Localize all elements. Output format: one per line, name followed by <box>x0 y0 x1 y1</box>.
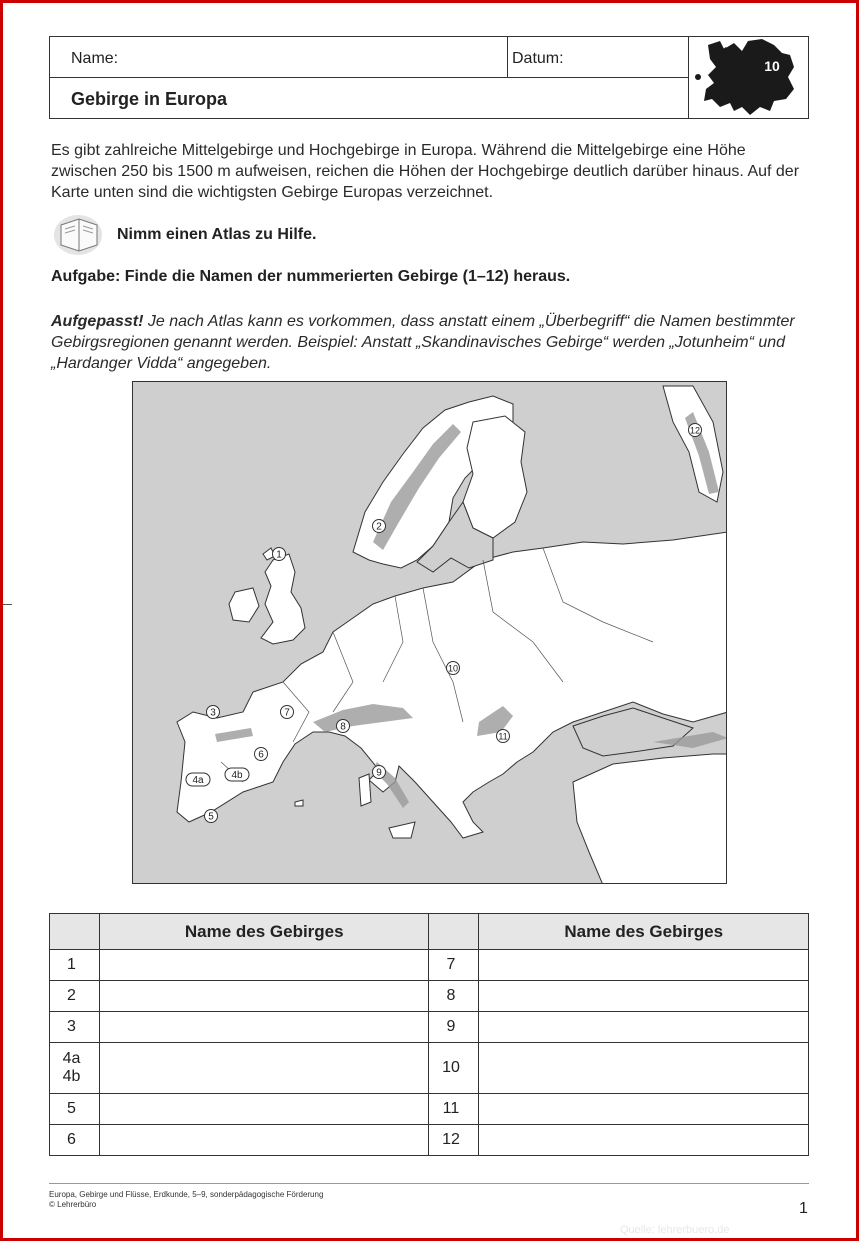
note-body: Je nach Atlas kann es vorkommen, dass anstatt einem „Überbegriff“ die Namen bestimmter Gebirgsregionen genannt werden. Beispiel: Anstatt „Skandinavisches Gebirge“ werden „Jotunheim“ und „Hardanger Vidda“ angegeben. <box>51 313 795 372</box>
ireland-shape <box>229 588 259 622</box>
svg-text:4b: 4b <box>231 770 243 781</box>
svg-text:5: 5 <box>208 811 214 823</box>
answer-field-10[interactable] <box>479 1043 809 1094</box>
row-number-right: 12 <box>429 1125 479 1156</box>
europe-badge-icon <box>690 37 808 118</box>
map-marker-4a <box>186 773 210 786</box>
map-marker-7 <box>281 706 294 719</box>
intro-text: Es gibt zahlreiche Mittelgebirge und Hochgebirge in Europa. Während die Mittelgebirge eine Höhe zwischen 250 bis 1500 m aufweisen, reichen die Höhen der Hochgebirge deutlich darüber hinaus. Auf der Karte unten sind die wichtigsten Gebirge Europas verzeichnet. <box>51 142 800 201</box>
answer-field-3[interactable] <box>99 1012 429 1043</box>
table-row <box>50 950 809 981</box>
svg-text:10: 10 <box>447 663 459 674</box>
svg-text:12: 12 <box>689 425 701 436</box>
row-number-right: 7 <box>429 950 479 981</box>
footer-source: Europa, Gebirge und Flüsse, Erdkunde, 5–9, sonderpädagogische Förderung <box>49 1190 324 1199</box>
map-marker-10 <box>447 662 460 675</box>
table-row <box>50 1043 809 1094</box>
footer-divider <box>49 1183 809 1184</box>
worksheet-header <box>49 36 809 119</box>
svg-text:7: 7 <box>284 707 290 719</box>
table-row <box>50 1125 809 1156</box>
footer-copyright: © Lehrerbüro <box>49 1200 97 1209</box>
worksheet-title: Gebirge in Europa <box>50 78 689 118</box>
europe-map <box>132 381 727 884</box>
sicily-shape <box>389 822 415 838</box>
answer-field-9[interactable] <box>479 1012 809 1043</box>
answer-field-4[interactable] <box>99 1043 429 1094</box>
row-number-left: 2 <box>50 981 100 1012</box>
footer <box>49 1190 323 1210</box>
note-lead: Aufgepasst! <box>51 313 144 330</box>
mountains-answer-table <box>49 913 809 1156</box>
row-number-right: 11 <box>429 1094 479 1125</box>
table-header-left: Name des Gebirges <box>99 914 429 950</box>
map-marker-4b <box>225 768 249 781</box>
answer-field-8[interactable] <box>479 981 809 1012</box>
row-number-left: 3 <box>50 1012 100 1043</box>
table-header-right: Name des Gebirges <box>479 914 809 950</box>
balearic-shape <box>295 800 303 806</box>
answer-field-11[interactable] <box>479 1094 809 1125</box>
svg-text:8: 8 <box>340 721 346 733</box>
answer-field-1[interactable] <box>99 950 429 981</box>
date-label: Datum: <box>512 50 564 67</box>
task-text: Aufgabe: Finde die Namen der nummerierten Gebirge (1–12) heraus. <box>51 268 571 285</box>
map-marker-8 <box>337 720 350 733</box>
table-row <box>50 1094 809 1125</box>
note-text <box>51 311 821 374</box>
map-marker-6 <box>255 748 268 761</box>
badge-number: 10 <box>764 58 780 74</box>
atlas-book-icon <box>53 213 103 257</box>
row-number-left: 1 <box>50 950 100 981</box>
answer-field-2[interactable] <box>99 981 429 1012</box>
watermark: Quelle: lehrerbuero.de <box>620 1224 730 1236</box>
answer-field-5[interactable] <box>99 1094 429 1125</box>
table-row <box>50 981 809 1012</box>
table-corner-right <box>429 914 479 950</box>
map-marker-9 <box>373 766 386 779</box>
map-marker-3 <box>207 706 220 719</box>
map-marker-11 <box>497 730 510 743</box>
name-field[interactable] <box>50 37 508 78</box>
answer-field-12[interactable] <box>479 1125 809 1156</box>
answer-field-7[interactable] <box>479 950 809 981</box>
svg-text:4a: 4a <box>192 775 204 786</box>
table-corner-left <box>50 914 100 950</box>
row-number-left: 5 <box>50 1094 100 1125</box>
map-marker-5 <box>205 810 218 823</box>
row-number-right: 8 <box>429 981 479 1012</box>
row-number-right: 10 <box>429 1043 479 1094</box>
row-number-4b: 4b <box>62 1068 81 1085</box>
row-number-right: 9 <box>429 1012 479 1043</box>
svg-text:6: 6 <box>258 749 264 761</box>
margin-tick <box>3 604 12 605</box>
svg-text:2: 2 <box>376 521 382 533</box>
great-britain-shape <box>261 554 305 644</box>
name-label: Name: <box>71 50 119 67</box>
map-marker-1 <box>273 548 286 561</box>
sardinia-shape <box>359 774 371 806</box>
map-marker-12 <box>689 424 702 437</box>
row-number-left: 6 <box>50 1125 100 1156</box>
date-field[interactable] <box>508 37 689 78</box>
answer-field-6[interactable] <box>99 1125 429 1156</box>
page-number: 1 <box>799 1200 808 1217</box>
map-marker-2 <box>373 520 386 533</box>
finland-shape <box>463 416 527 538</box>
table-row <box>50 1012 809 1043</box>
hint-text: Nimm einen Atlas zu Hilfe. <box>117 226 317 243</box>
svg-text:1: 1 <box>276 549 282 561</box>
svg-text:9: 9 <box>376 767 382 779</box>
svg-text:3: 3 <box>210 707 216 719</box>
row-number-left <box>50 1043 100 1094</box>
anatolia-shape <box>573 754 727 884</box>
svg-text:11: 11 <box>498 731 508 742</box>
row-number-4a: 4a <box>62 1050 81 1067</box>
